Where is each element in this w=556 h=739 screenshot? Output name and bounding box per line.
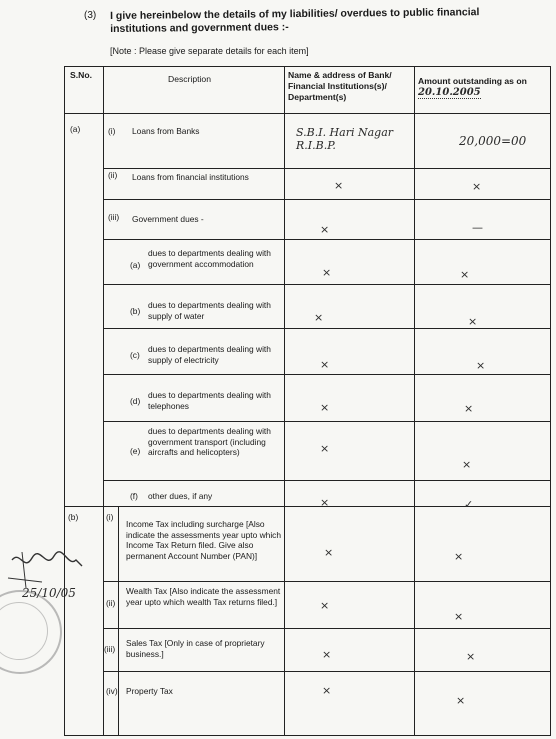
header-sno: S.No. [70, 70, 92, 80]
row-roman: (iii) [108, 212, 120, 222]
row-letter: (b) [130, 306, 141, 316]
row-letter: (e) [130, 446, 141, 456]
row-desc: Income Tax including surcharge [Also indicate the assessments year upto which Income Tax Return filed. Give also permanent Account Number (PAN)] [126, 519, 282, 561]
row-bank-cross: × [320, 496, 330, 509]
header-amount [418, 76, 548, 99]
row-desc: dues to departments dealing with government accommodation [148, 248, 271, 269]
row-roman: (i) [108, 126, 116, 136]
header-amount-prefix: Amount outstanding as on [418, 76, 527, 86]
row-desc: Sales Tax [Only in case of proprietary business.] [126, 638, 265, 659]
row-letter: (c) [130, 350, 140, 360]
row-amount-cross: × [456, 694, 466, 707]
row-bank-cross: × [320, 442, 330, 455]
row-amount-dash: — [472, 221, 483, 234]
row-amount-cross: × [472, 180, 482, 193]
section-number: (3) [84, 10, 97, 21]
col-line-sno [103, 66, 104, 736]
col-line-roman [118, 506, 119, 735]
official-seal-inner [0, 602, 48, 660]
row-desc: Government dues - [132, 214, 204, 224]
row-line [103, 199, 551, 200]
row-amount-cross: × [468, 315, 478, 328]
row-line [103, 480, 551, 481]
row-amount-cross: × [460, 268, 470, 281]
section-a-label: (a) [70, 124, 81, 134]
row-bank-cross: × [320, 223, 330, 236]
row-line [103, 628, 551, 629]
row-line [103, 328, 551, 329]
row-amount-cross: × [454, 610, 464, 623]
row-bank-cross: × [314, 311, 324, 324]
col-line-left [64, 66, 65, 736]
row-bank-cross: × [322, 648, 332, 661]
row-line [103, 374, 551, 375]
section-b-label: (b) [68, 512, 79, 522]
row-line [103, 581, 551, 582]
row-desc: Loans from financial institutions [132, 172, 249, 182]
row-line [103, 421, 551, 422]
header-description: Description [168, 74, 211, 84]
row-amount-cross: × [466, 650, 476, 663]
row-roman: (iii) [104, 644, 116, 654]
row-desc: Property Tax [126, 686, 173, 696]
note-text: [Note : Please give separate details for each item] [110, 46, 309, 56]
row-amount-handwritten: 20,000=00 [459, 134, 527, 148]
row-desc: dues to departments dealing with telephones [148, 390, 271, 411]
liabilities-table [64, 66, 551, 736]
row-line [64, 113, 551, 114]
amount-date-handwritten: 20.10.2005 [418, 87, 481, 98]
col-line-desc [284, 66, 285, 736]
row-letter: (f) [130, 491, 138, 501]
row-desc: Loans from Banks [132, 126, 200, 136]
row-roman: (iv) [106, 686, 118, 696]
row-desc: other dues, if any [148, 491, 213, 501]
row-desc: dues to departments dealing with government transport (including aircrafts and helicopters) [148, 426, 271, 457]
row-amount-tick: ✓ [464, 498, 474, 511]
header-amount-date [418, 87, 481, 99]
row-line [64, 506, 551, 507]
row-amount-cross: × [462, 458, 472, 471]
row-bank-cross: × [322, 684, 332, 697]
row-desc: dues to departments dealing with supply of electricity [148, 344, 271, 365]
header-bank: Name & address of Bank/ Financial Institutions(s)/ Department(s) [288, 70, 392, 102]
row-desc: Wealth Tax [Also indicate the assessment year upto which wealth Tax returns filed.] [126, 586, 281, 607]
row-bank-handwritten: S.B.I. Hari Nagar R.I.B.P. [296, 126, 394, 152]
table-bottom-border [64, 735, 551, 736]
row-desc: dues to departments dealing with supply of water [148, 300, 271, 321]
section-intro: I give hereinbelow the details of my liabilities/ overdues to public financial institutions and government dues :- [110, 6, 480, 35]
row-amount-cross: × [476, 359, 486, 372]
row-amount-cross: × [454, 550, 464, 563]
signature-scribble [2, 548, 102, 610]
row-line [103, 671, 551, 672]
row-bank-cross: × [334, 179, 344, 192]
row-amount-cross: × [464, 402, 474, 415]
row-line [103, 168, 551, 169]
row-line [103, 239, 551, 240]
col-line-bank [414, 66, 415, 736]
row-bank-cross: × [322, 266, 332, 279]
row-bank-cross: × [324, 546, 334, 559]
row-roman: (ii) [106, 598, 116, 608]
row-bank-cross: × [320, 599, 330, 612]
row-bank-cross: × [320, 358, 330, 371]
row-roman: (i) [106, 512, 114, 522]
table-top-border [64, 66, 551, 67]
col-line-right [550, 66, 551, 736]
row-line [103, 284, 551, 285]
row-roman: (ii) [108, 170, 118, 180]
row-letter: (d) [130, 396, 141, 406]
row-bank-cross: × [320, 401, 330, 414]
row-letter: (a) [130, 260, 141, 270]
signature-date: 25/10/05 [22, 586, 76, 600]
